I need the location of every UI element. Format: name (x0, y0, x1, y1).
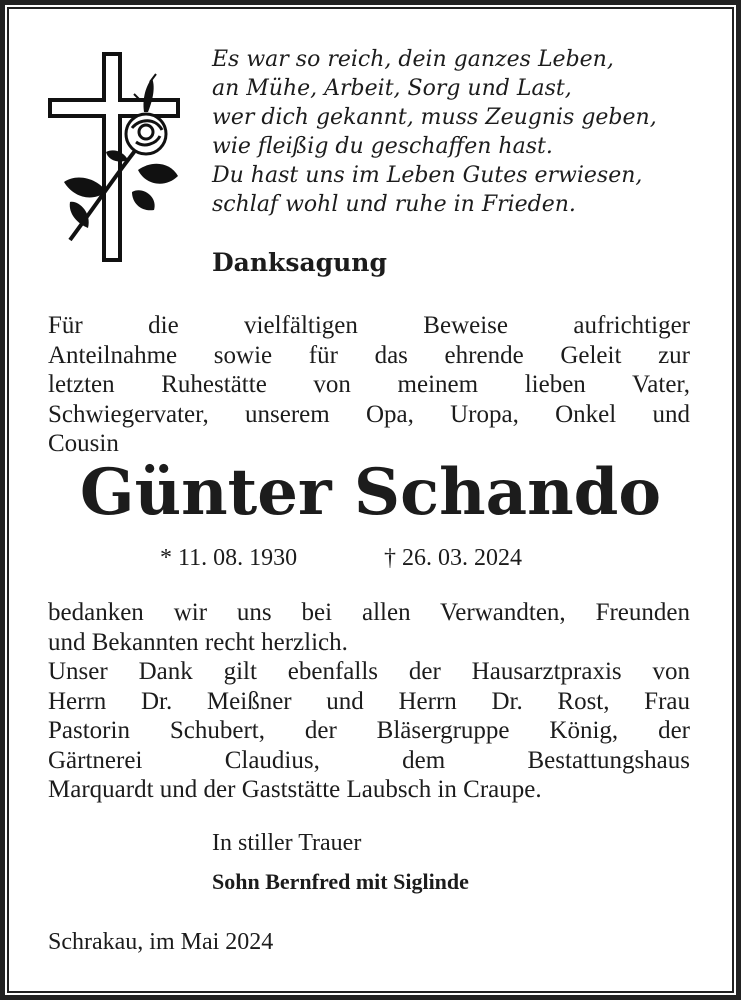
birth-date: * 11. 08. 1930 (160, 545, 298, 571)
intro-paragraph (48, 311, 690, 459)
mourning-text: In stiller Trauer (212, 830, 362, 856)
deceased-name: Günter Schando (79, 455, 662, 530)
place-date: Schrakau, im Mai 2024 (48, 929, 274, 955)
death-date: † 26. 03. 2024 (384, 545, 522, 571)
thanks-line: bedanken wir uns bei allen Verwandten, Freunden (48, 599, 690, 626)
intro-line: letzten Ruhestätte von meinem lieben Vater, (48, 371, 690, 398)
poem-line: wer dich gekannt, muss Zeugnis geben, (212, 105, 657, 130)
intro-line: Schwiegervater, unserem Opa, Uropa, Onkel und (48, 400, 690, 428)
thanks-line: Gärtnerei Claudius, dem Bestattungshaus (48, 746, 690, 774)
thanks-paragraph (48, 598, 690, 805)
family-signature: Sohn Bernfred mit Siglinde (212, 869, 469, 894)
intro-line: Anteilnahme sowie für das ehrende Geleit zur (48, 341, 690, 369)
poem-line: an Mühe, Arbeit, Sorg und Last, (212, 76, 572, 101)
poem-line: Es war so reich, dein ganzes Leben, (212, 47, 614, 72)
thanks-line: Marquardt und der Gaststätte Laubsch in Craupe. (48, 776, 542, 803)
poem-line: schlaf wohl und ruhe in Frieden. (212, 192, 576, 217)
thanks-line: und Bekannten recht herzlich. (48, 628, 348, 656)
intro-line: Cousin (48, 430, 119, 457)
cross-with-rose-icon (48, 52, 184, 262)
heading-danksagung: Danksagung (212, 248, 387, 277)
poem-line: Du hast uns im Leben Gutes erwiesen, (212, 163, 643, 188)
intro-line: Für die vielfältigen Beweise aufrichtiger (48, 312, 690, 339)
poem-line: wie fleißig du geschaffen hast. (212, 134, 553, 159)
poem (212, 45, 657, 219)
thanks-line: Herrn Dr. Meißner und Herrn Dr. Rost, Frau (48, 687, 690, 715)
thanks-line: Pastorin Schubert, der Bläsergruppe König, der (48, 717, 690, 744)
thanks-line: Unser Dank gilt ebenfalls der Hausarztpraxis von (48, 658, 690, 685)
